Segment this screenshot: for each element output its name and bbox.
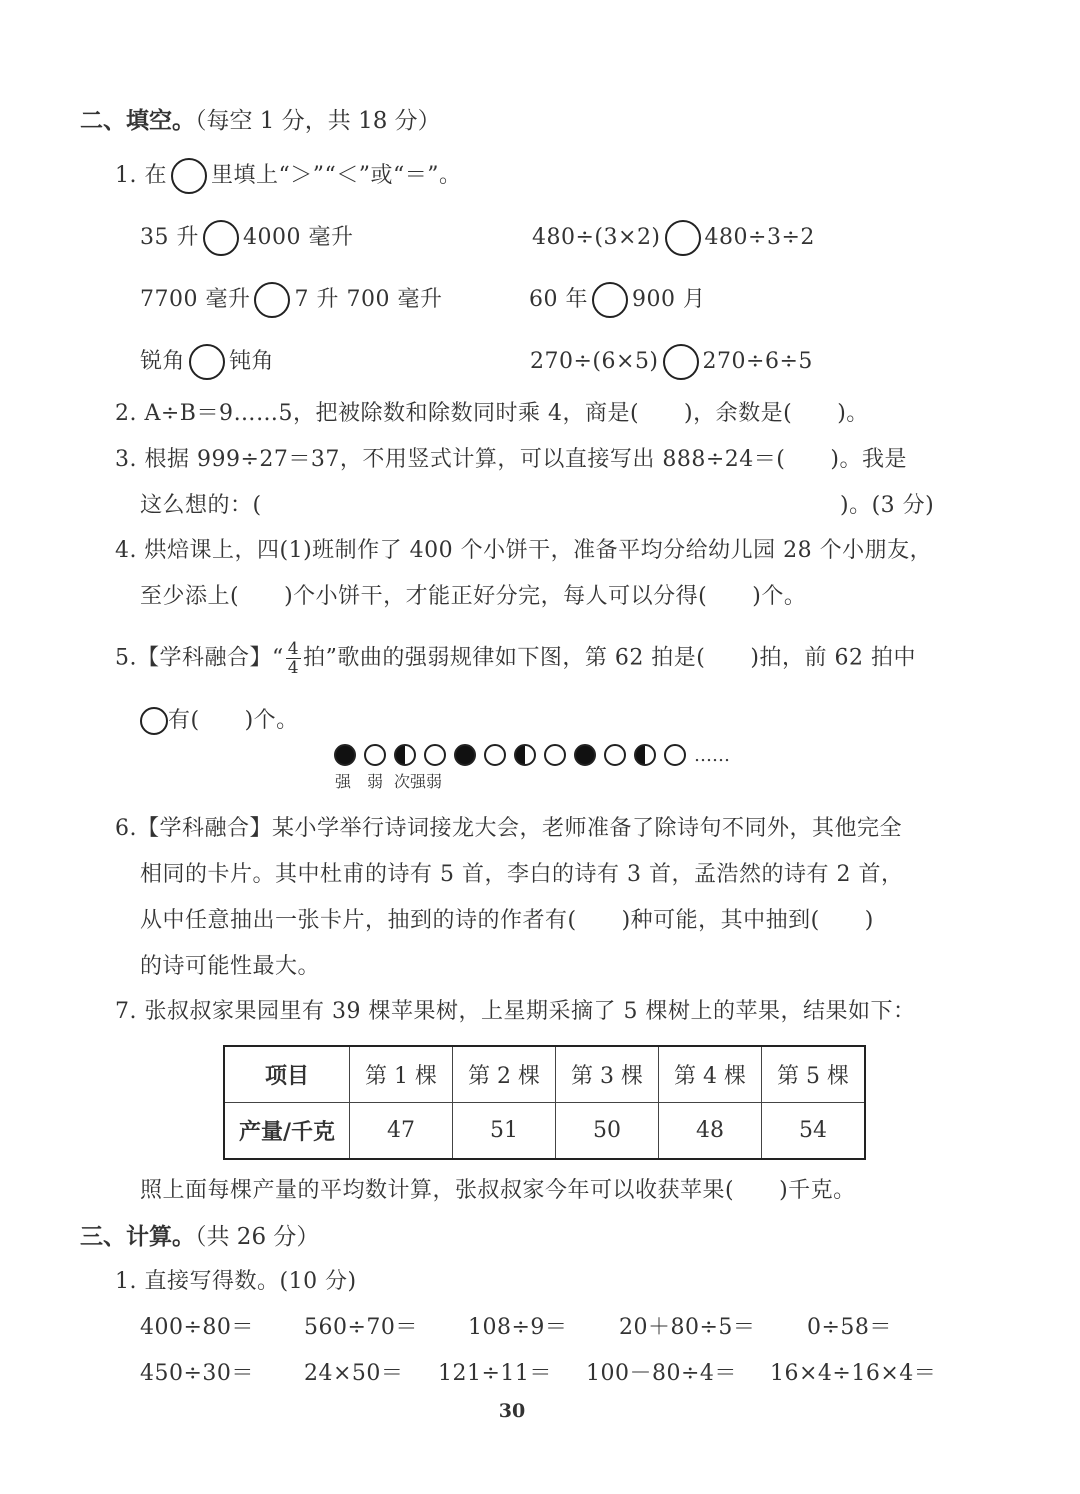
calc-item: 560÷70＝ [304,1315,418,1340]
compare-right: 钝角 [229,349,275,374]
table-cell: 产量/千克 [224,1103,350,1160]
calc-item: 450÷30＝ [140,1361,254,1386]
beat-sub-icon [634,744,656,766]
fraction-four-four [286,640,301,677]
compare-circle[interactable] [189,344,225,380]
compare-left: 7700 毫升 [140,287,251,312]
table-cell: 51 [453,1103,556,1160]
beat-strong-icon [334,744,356,766]
beat-strong-icon [574,744,596,766]
calc-item: 20＋80÷5＝ [619,1315,756,1340]
beat-pattern [334,744,730,766]
beat-sub-icon [394,744,416,766]
compare-right: 480÷3÷2 [704,225,815,250]
q5-pre: 5.【学科融合】“ [115,645,284,671]
compare-left: 270÷(6×5) [530,349,659,374]
section-2-score: （每空 1 分，共 18 分） [195,108,441,134]
beat-weak-icon [424,744,446,766]
section-2-title: 二、填空。 [80,107,195,134]
q5-line2-text: 有( )个。 [168,708,299,733]
compare-circle[interactable] [203,220,239,256]
apple-yield-table [223,1045,866,1160]
beat-weak-icon [664,744,686,766]
beat-weak-icon [544,744,566,766]
table-header-row [224,1046,865,1103]
fraction-numerator: 4 [287,639,300,659]
compare-circle[interactable] [665,220,701,256]
question-5-line-1 [115,640,916,677]
calc-item: 400÷80＝ [140,1315,254,1340]
compare-item [140,344,274,380]
compare-circle[interactable] [592,282,628,318]
section-2-heading [80,106,441,136]
calc-item: 16×4÷16×4＝ [770,1361,937,1386]
compare-left: 锐角 [140,349,186,374]
section-3-heading [80,1222,319,1252]
beat-label-sub-strong: 次强弱 [394,772,443,791]
compare-left: 480÷(3×2) [532,225,661,250]
table-header-cell: 第 1 棵 [350,1046,453,1103]
q1-pre: 1. 在 [115,163,167,188]
table-header-cell: 第 3 棵 [556,1046,659,1103]
compare-left: 35 升 [140,225,199,250]
question-6-line-4: 的诗可能性最大。 [140,954,321,979]
compare-right: 7 升 700 毫升 [294,287,443,312]
beat-weak-icon [484,744,506,766]
question-5-line-2 [140,707,299,735]
table-cell: 48 [659,1103,762,1160]
question-2: 2. A÷B＝9……5，把被除数和除数同时乘 4，商是( )，余数是( )。 [115,401,869,426]
compare-right: 900 月 [632,287,706,312]
section-3-score: （共 26 分） [195,1224,320,1250]
table-cell: 50 [556,1103,659,1160]
calc-item: 0÷58＝ [807,1315,892,1340]
blank-circle [171,158,207,194]
question-1-intro [115,158,461,194]
weak-beat-circle-icon [140,707,168,735]
q3-answer-open: 这么想的：( [140,493,262,518]
q1-post: 里填上“＞”“＜”或“＝”。 [210,163,462,188]
compare-item [532,220,815,256]
beat-weak-icon [364,744,386,766]
page-number: 30 [498,1400,526,1422]
calc-item: 24×50＝ [304,1361,404,1386]
calc-item: 108÷9＝ [468,1315,568,1340]
question-6-line-1: 6.【学科融合】某小学举行诗词接龙大会，老师准备了除诗句不同外，其他完全 [115,816,902,841]
table-row [224,1103,865,1160]
table-header-cell: 第 4 棵 [659,1046,762,1103]
question-6-line-3: 从中任意抽出一张卡片，抽到的诗的作者有( )种可能，其中抽到( ) [140,908,874,933]
beat-weak-icon [604,744,626,766]
compare-right: 4000 毫升 [243,225,354,250]
compare-item [140,220,353,256]
calc-item: 121÷11＝ [438,1361,552,1386]
compare-item [529,282,706,318]
compare-right: 270÷6÷5 [702,349,813,374]
table-cell: 47 [350,1103,453,1160]
compare-circle[interactable] [663,344,699,380]
compare-item [530,344,813,380]
compare-circle[interactable] [254,282,290,318]
table-header-cell: 第 5 棵 [762,1046,866,1103]
beat-ellipsis: …… [694,744,730,766]
beat-sub-icon [514,744,536,766]
question-7-line-1: 7. 张叔叔家果园里有 39 棵苹果树，上星期采摘了 5 棵树上的苹果，结果如下： [115,999,916,1024]
question-4-line-1: 4. 烘焙课上，四(1)班制作了 400 个小饼干，准备平均分给幼儿园 28 个小朋友， [115,538,933,563]
question-6-line-2: 相同的卡片。其中杜甫的诗有 5 首，李白的诗有 3 首，孟浩然的诗有 2 首， [140,862,904,887]
question-3-line-1: 3. 根据 999÷27＝37，不用竖式计算，可以直接写出 888÷24＝( )。我是 [115,447,907,472]
beat-label-weak: 弱 [367,772,384,791]
question-3-line-2 [140,492,262,520]
table-header-cell: 第 2 棵 [453,1046,556,1103]
section-3-title: 三、计算。 [80,1223,195,1250]
beat-label-strong: 强 [335,772,352,791]
q5-post: 拍”歌曲的强弱规律如下图，第 62 拍是( )拍，前 62 拍中 [303,645,916,671]
fraction-denominator: 4 [287,658,300,678]
section-3-question-1: 1. 直接写得数。(10 分) [115,1269,357,1294]
question-4-line-2: 至少添上( )个小饼干，才能正好分完，每人可以分得( )个。 [140,584,807,609]
question-7-after: 照上面每棵产量的平均数计算，张叔叔家今年可以收获苹果( )千克。 [140,1178,856,1203]
calc-item: 100－80÷4＝ [586,1361,737,1386]
beat-strong-icon [454,744,476,766]
table-header-cell: 项目 [224,1046,350,1103]
compare-item [140,282,442,318]
table-cell: 54 [762,1103,866,1160]
compare-left: 60 年 [529,287,588,312]
question-3-line-2-end: )。(3 分) [840,493,935,518]
